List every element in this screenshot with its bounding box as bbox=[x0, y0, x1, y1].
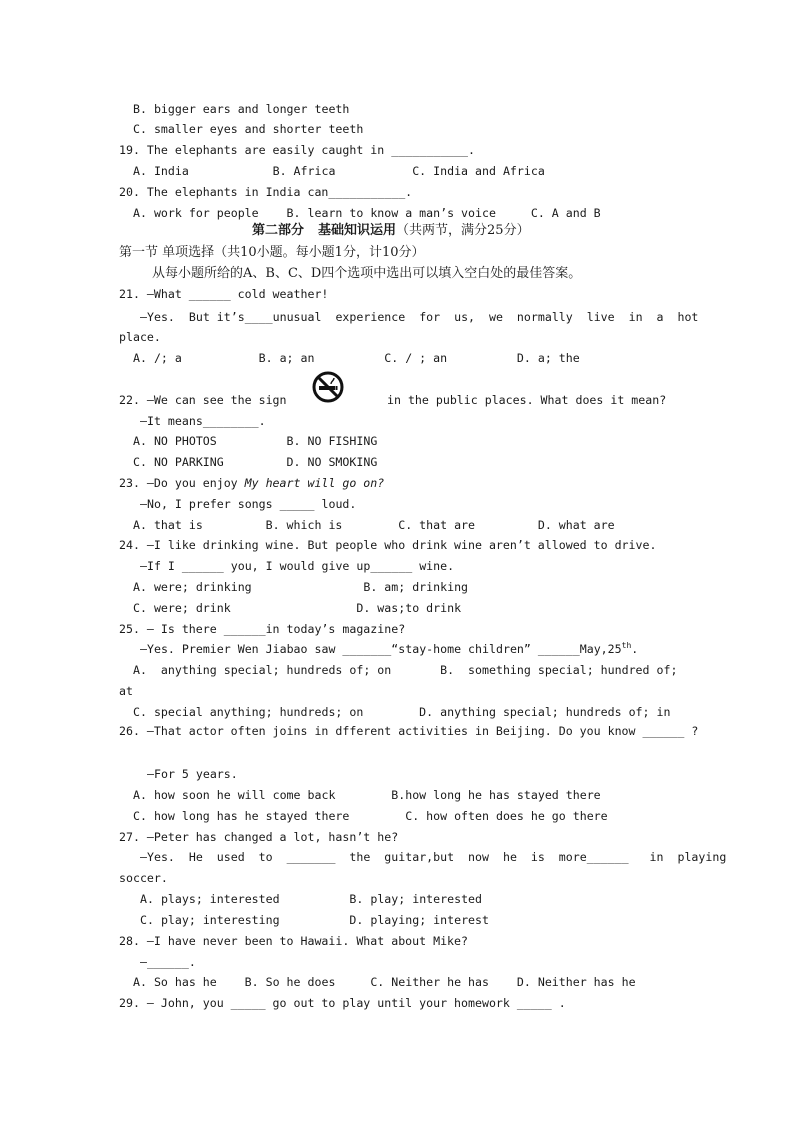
instructions: 从每小题所给的A、B、C、D四个选项中选出可以填入空白处的最佳答案。 bbox=[152, 266, 582, 281]
q21-dialogue-cont: place. bbox=[119, 330, 161, 344]
section-title bbox=[252, 223, 530, 238]
question-24: 24. —I like drinking wine. But people who drink wine aren’t allowed to drive. bbox=[119, 538, 657, 552]
q28-options: A. So has he B. So he does C. Neither he has D. Neither has he bbox=[133, 975, 636, 989]
q25-options-ab: A. anything special; hundreds of; on B. something special; hundred of; bbox=[133, 663, 678, 677]
q26-options-cd: C. how long has he stayed there C. how often does he go there bbox=[133, 809, 608, 823]
q20-options: A. work for people B. learn to know a man’s voice C. A and B bbox=[133, 206, 601, 220]
q25-options-cd: C. special anything; hundreds; on D. anything special; hundreds of; in bbox=[133, 705, 671, 719]
q18-option-c: C. smaller eyes and shorter teeth bbox=[133, 122, 364, 136]
q27-dialogue: —Yes. He used to _______ the guitar,but now he is more______ in playing bbox=[140, 850, 727, 864]
q21-dialogue: —Yes. But it’s____unusual experience for us, we normally live in a hot bbox=[140, 310, 699, 324]
q25-dialogue-end: . bbox=[631, 642, 639, 656]
q25-options-ab-cont: at bbox=[119, 684, 133, 698]
question-27: 27. —Peter has changed a lot, hasn’t he? bbox=[119, 830, 399, 844]
q23-dialogue: —No, I prefer songs _____ loud. bbox=[140, 497, 357, 511]
section-part: 第二部分 bbox=[252, 223, 305, 238]
song-title: My heart will go on? bbox=[244, 476, 385, 490]
question-26: 26. —That actor often joins in dfferent activities in Beijing. Do you know ______ ? bbox=[119, 724, 699, 738]
question-28: 28. —I have never been to Hawaii. What about Mike? bbox=[119, 934, 469, 948]
q21-options: A. /; a B. a; an C. / ; an D. a; the bbox=[133, 351, 580, 365]
q25-dialogue bbox=[140, 642, 638, 657]
q22-options-ab: A. NO PHOTOS B. NO FISHING bbox=[133, 434, 378, 448]
q22-dialogue: —It means________. bbox=[140, 414, 266, 428]
question-21: 21. —What ______ cold weather! bbox=[119, 287, 329, 301]
q22-options-cd: C. NO PARKING D. NO SMOKING bbox=[133, 455, 378, 469]
subsection-heading: 第一节 单项选择（共10小题。每小题1分，计10分） bbox=[119, 245, 425, 260]
question-22-end: in the public places. What does it mean? bbox=[387, 393, 667, 407]
section-detail: （共两节，满分25分） bbox=[396, 223, 530, 238]
ordinal-suffix: th bbox=[621, 641, 632, 651]
question-23-text: 23. —Do you enjoy bbox=[119, 476, 245, 490]
question-29: 29. — John, you _____ go out to play until your homework _____ . bbox=[119, 996, 566, 1010]
question-19: 19. The elephants are easily caught in ___________. bbox=[119, 143, 475, 157]
q25-dialogue-text: —Yes. Premier Wen Jiabao saw _______“stay-home children” ______May,25 bbox=[140, 642, 622, 656]
no-smoking-sign-icon bbox=[312, 371, 344, 403]
q24-options-ab: A. were; drinking B. am; drinking bbox=[133, 580, 469, 594]
question-23 bbox=[119, 476, 384, 491]
q27-dialogue-cont: soccer. bbox=[119, 871, 168, 885]
q28-dialogue: —______. bbox=[140, 955, 196, 969]
q23-options: A. that is B. which is C. that are D. what are bbox=[133, 518, 615, 532]
q26-options-ab: A. how soon he will come back B.how long he has stayed there bbox=[133, 788, 601, 802]
q26-dialogue: —For 5 years. bbox=[147, 767, 238, 781]
q27-options-ab: A. plays; interested B. play; interested bbox=[140, 892, 483, 906]
q27-options-cd: C. play; interesting D. playing; interest bbox=[140, 913, 490, 927]
q24-options-cd: C. were; drink D. was;to drink bbox=[133, 601, 462, 615]
q18-option-b: B. bigger ears and longer teeth bbox=[133, 102, 350, 116]
section-name: 基础知识运用 bbox=[318, 223, 397, 238]
question-20: 20. The elephants in India can___________. bbox=[119, 185, 413, 199]
q19-options: A. India B. Africa C. India and Africa bbox=[133, 164, 545, 178]
question-22-start: 22. —We can see the sign bbox=[119, 393, 287, 407]
q24-dialogue: —If I ______ you, I would give up______ wine. bbox=[140, 559, 455, 573]
question-25: 25. — Is there ______in today’s magazine? bbox=[119, 622, 406, 636]
